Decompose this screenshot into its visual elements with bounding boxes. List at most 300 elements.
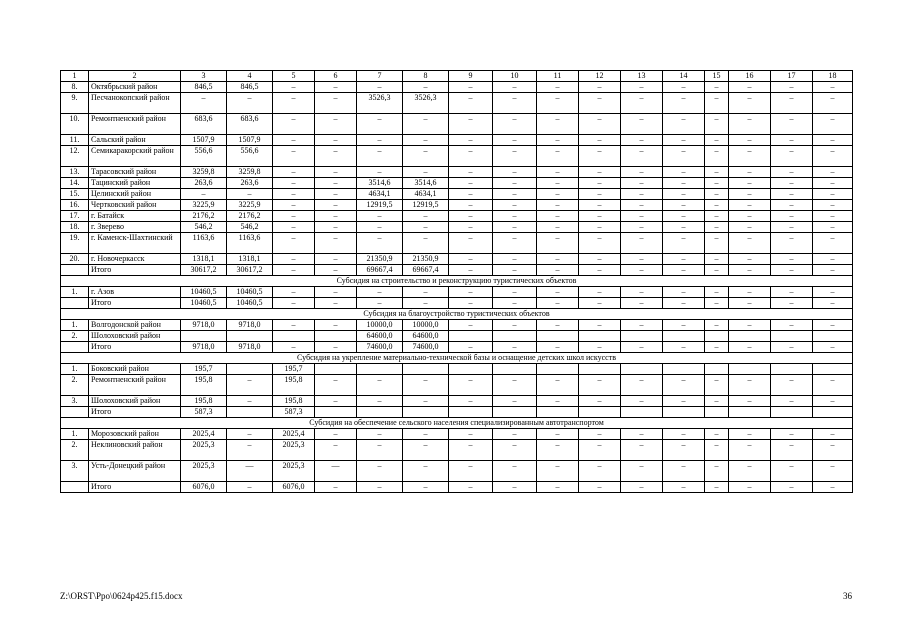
row-number: 14.	[61, 178, 89, 189]
value-cell: –	[357, 114, 403, 135]
value-cell: –	[449, 396, 493, 407]
value-cell: –	[357, 211, 403, 222]
value-cell: –	[315, 222, 357, 233]
value-cell: –	[813, 298, 853, 309]
value-cell: 10460,5	[181, 287, 227, 298]
value-cell: –	[493, 482, 537, 493]
table-row	[61, 233, 853, 254]
value-cell: 546,2	[181, 222, 227, 233]
value-cell	[493, 331, 537, 342]
value-cell: –	[449, 482, 493, 493]
value-cell	[181, 331, 227, 342]
value-cell: –	[403, 287, 449, 298]
value-cell: –	[729, 167, 771, 178]
value-cell: –	[493, 375, 537, 396]
value-cell: –	[663, 429, 705, 440]
row-number	[61, 265, 89, 276]
value-cell: –	[705, 265, 729, 276]
value-cell: –	[705, 298, 729, 309]
value-cell: –	[403, 429, 449, 440]
section-title: Субсидия на благоустройство туристических объектов	[61, 309, 853, 320]
value-cell: –	[813, 233, 853, 254]
value-cell: –	[403, 135, 449, 146]
value-cell: –	[315, 254, 357, 265]
value-cell	[579, 407, 621, 418]
value-cell: –	[357, 461, 403, 482]
district-name: Волгодонской район	[89, 320, 181, 331]
value-cell: –	[315, 178, 357, 189]
value-cell: –	[537, 114, 579, 135]
value-cell: –	[579, 375, 621, 396]
value-cell: –	[729, 146, 771, 167]
value-cell: –	[537, 167, 579, 178]
value-cell: –	[621, 342, 663, 353]
value-cell: 64600,0	[357, 331, 403, 342]
value-cell: –	[771, 320, 813, 331]
value-cell: –	[227, 396, 273, 407]
value-cell: –	[227, 482, 273, 493]
value-cell: 12919,5	[403, 200, 449, 211]
value-cell: –	[579, 461, 621, 482]
row-number: 1.	[61, 320, 89, 331]
value-cell	[813, 331, 853, 342]
value-cell: –	[273, 254, 315, 265]
file-path: Z:\ORST\Ppo\0624p425.f15.docx	[60, 591, 183, 601]
value-cell: –	[705, 320, 729, 331]
value-cell: –	[813, 375, 853, 396]
row-number	[61, 482, 89, 493]
value-cell: –	[315, 93, 357, 114]
row-number: 12.	[61, 146, 89, 167]
value-cell: –	[579, 298, 621, 309]
value-cell: –	[357, 375, 403, 396]
district-name: Целинский район	[89, 189, 181, 200]
value-cell: 3514,6	[357, 178, 403, 189]
value-cell: –	[403, 211, 449, 222]
district-name: Неклиновский район	[89, 440, 181, 461]
row-number: 9.	[61, 93, 89, 114]
value-cell: –	[449, 254, 493, 265]
column-header: 15	[705, 71, 729, 82]
value-cell: –	[315, 287, 357, 298]
value-cell	[493, 364, 537, 375]
value-cell: –	[357, 396, 403, 407]
section-header-row	[61, 276, 853, 287]
row-number: 1.	[61, 429, 89, 440]
value-cell: –	[181, 189, 227, 200]
value-cell: –	[493, 396, 537, 407]
value-cell: –	[449, 320, 493, 331]
value-cell	[227, 364, 273, 375]
value-cell: –	[579, 287, 621, 298]
district-name: г. Каменск-Шахтинский	[89, 233, 181, 254]
value-cell: –	[449, 287, 493, 298]
value-cell: –	[449, 114, 493, 135]
section-title: Субсидия на обеспечение сельского населения специализированным автотранспортом	[61, 418, 853, 429]
value-cell: –	[449, 93, 493, 114]
value-cell	[449, 407, 493, 418]
value-cell: –	[705, 375, 729, 396]
value-cell: 195,7	[181, 364, 227, 375]
value-cell: 195,8	[181, 396, 227, 407]
value-cell	[621, 331, 663, 342]
column-header: 3	[181, 71, 227, 82]
value-cell: –	[663, 167, 705, 178]
value-cell: –	[273, 178, 315, 189]
value-cell: –	[621, 375, 663, 396]
value-cell: 10460,5	[181, 298, 227, 309]
value-cell: 263,6	[181, 178, 227, 189]
district-name: г. Новочеркасск	[89, 254, 181, 265]
value-cell: –	[705, 114, 729, 135]
district-name: Боковский район	[89, 364, 181, 375]
value-cell: –	[813, 200, 853, 211]
value-cell	[729, 331, 771, 342]
value-cell: –	[705, 254, 729, 265]
value-cell	[227, 407, 273, 418]
value-cell: –	[579, 200, 621, 211]
value-cell: –	[537, 440, 579, 461]
value-cell: –	[729, 135, 771, 146]
value-cell: –	[813, 114, 853, 135]
value-cell: –	[729, 233, 771, 254]
value-cell: –	[493, 135, 537, 146]
value-cell: 74600,0	[403, 342, 449, 353]
value-cell: –	[449, 135, 493, 146]
value-cell: –	[273, 222, 315, 233]
section-header-row	[61, 353, 853, 364]
value-cell: –	[273, 298, 315, 309]
value-cell: –	[813, 167, 853, 178]
value-cell: 2025,3	[181, 461, 227, 482]
value-cell: –	[315, 200, 357, 211]
value-cell: –	[813, 93, 853, 114]
value-cell	[705, 407, 729, 418]
value-cell	[449, 331, 493, 342]
total-row	[61, 342, 853, 353]
row-number: 3.	[61, 396, 89, 407]
district-name: Ремонтненский район	[89, 375, 181, 396]
value-cell: –	[729, 200, 771, 211]
value-cell: –	[813, 189, 853, 200]
value-cell	[771, 407, 813, 418]
table-row	[61, 320, 853, 331]
value-cell: 1507,9	[227, 135, 273, 146]
section-title: Субсидия на укрепление материально-технической базы и оснащение детских школ искусств	[61, 353, 853, 364]
value-cell: 10460,5	[227, 298, 273, 309]
value-cell: –	[771, 189, 813, 200]
table-row	[61, 167, 853, 178]
value-cell: –	[579, 396, 621, 407]
value-cell: –	[273, 82, 315, 93]
table-row	[61, 189, 853, 200]
value-cell: 9718,0	[227, 320, 273, 331]
value-cell: –	[579, 82, 621, 93]
table-row	[61, 222, 853, 233]
value-cell: –	[729, 440, 771, 461]
value-cell: –	[705, 429, 729, 440]
value-cell: –	[537, 178, 579, 189]
value-cell: –	[663, 482, 705, 493]
value-cell: –	[273, 93, 315, 114]
value-cell: –	[449, 342, 493, 353]
value-cell: 556,6	[181, 146, 227, 167]
value-cell: 195,8	[181, 375, 227, 396]
district-name: Итого	[89, 265, 181, 276]
section-title: Субсидия на строительство и реконструкцию туристических объектов	[61, 276, 853, 287]
value-cell: –	[813, 178, 853, 189]
value-cell: –	[663, 298, 705, 309]
value-cell: –	[315, 342, 357, 353]
value-cell: –	[403, 167, 449, 178]
value-cell: –	[663, 254, 705, 265]
value-cell: 4634,1	[403, 189, 449, 200]
value-cell: –	[315, 375, 357, 396]
district-name: г. Азов	[89, 287, 181, 298]
value-cell: –	[273, 211, 315, 222]
budget-table	[60, 70, 853, 493]
value-cell: –	[663, 320, 705, 331]
value-cell: –	[729, 461, 771, 482]
value-cell: 3225,9	[181, 200, 227, 211]
value-cell	[579, 331, 621, 342]
value-cell: –	[621, 287, 663, 298]
value-cell: –	[537, 375, 579, 396]
value-cell: 9718,0	[181, 320, 227, 331]
value-cell: –	[663, 82, 705, 93]
row-number: 2.	[61, 440, 89, 461]
value-cell: –	[315, 396, 357, 407]
value-cell: –	[403, 222, 449, 233]
value-cell: –	[579, 265, 621, 276]
value-cell: –	[621, 265, 663, 276]
total-row	[61, 482, 853, 493]
column-header: 7	[357, 71, 403, 82]
row-number: 20.	[61, 254, 89, 265]
value-cell: –	[729, 320, 771, 331]
row-number: 2.	[61, 375, 89, 396]
value-cell: –	[621, 429, 663, 440]
value-cell: –	[537, 429, 579, 440]
value-cell: –	[493, 82, 537, 93]
value-cell: –	[621, 167, 663, 178]
row-number: 3.	[61, 461, 89, 482]
total-row	[61, 298, 853, 309]
table-row	[61, 200, 853, 211]
value-cell: 10000,0	[357, 320, 403, 331]
value-cell: –	[663, 375, 705, 396]
value-cell: 4634,1	[357, 189, 403, 200]
value-cell: –	[493, 167, 537, 178]
value-cell: –	[729, 396, 771, 407]
value-cell: –	[273, 265, 315, 276]
value-cell: –	[493, 211, 537, 222]
value-cell: –	[771, 440, 813, 461]
value-cell: –	[771, 135, 813, 146]
value-cell: –	[663, 189, 705, 200]
value-cell: –	[537, 396, 579, 407]
value-cell: –	[449, 265, 493, 276]
value-cell: –	[493, 461, 537, 482]
value-cell: –	[663, 93, 705, 114]
value-cell: –	[621, 135, 663, 146]
value-cell: 2025,3	[273, 440, 315, 461]
value-cell: –	[771, 375, 813, 396]
value-cell: –	[181, 93, 227, 114]
value-cell: –	[771, 178, 813, 189]
value-cell: –	[493, 93, 537, 114]
value-cell: –	[537, 287, 579, 298]
row-number: 11.	[61, 135, 89, 146]
value-cell: –	[729, 482, 771, 493]
value-cell: 3259,8	[181, 167, 227, 178]
value-cell: 683,6	[227, 114, 273, 135]
value-cell: –	[315, 82, 357, 93]
value-cell: –	[729, 222, 771, 233]
value-cell: –	[273, 287, 315, 298]
column-header: 18	[813, 71, 853, 82]
value-cell: –	[273, 320, 315, 331]
value-cell	[813, 364, 853, 375]
section-header-row	[61, 309, 853, 320]
value-cell: –	[493, 178, 537, 189]
header-row	[61, 71, 853, 82]
value-cell: –	[273, 342, 315, 353]
value-cell: –	[315, 211, 357, 222]
value-cell: 12919,5	[357, 200, 403, 211]
value-cell	[273, 331, 315, 342]
row-number: 15.	[61, 189, 89, 200]
value-cell: –	[403, 233, 449, 254]
value-cell: –	[705, 440, 729, 461]
value-cell: 1163,6	[227, 233, 273, 254]
value-cell: –	[403, 396, 449, 407]
value-cell: –	[729, 178, 771, 189]
district-name: Ремонтненский район	[89, 114, 181, 135]
value-cell: –	[663, 461, 705, 482]
row-number: 10.	[61, 114, 89, 135]
value-cell: –	[315, 114, 357, 135]
value-cell: –	[493, 222, 537, 233]
value-cell: –	[449, 189, 493, 200]
value-cell	[705, 364, 729, 375]
value-cell: –	[357, 167, 403, 178]
value-cell: –	[273, 146, 315, 167]
value-cell: –	[579, 146, 621, 167]
table-row	[61, 146, 853, 167]
value-cell	[771, 364, 813, 375]
district-name: Сальский район	[89, 135, 181, 146]
value-cell: –	[315, 298, 357, 309]
district-name: Тарасовский район	[89, 167, 181, 178]
value-cell: –	[771, 82, 813, 93]
value-cell: –	[705, 167, 729, 178]
value-cell: –	[449, 461, 493, 482]
value-cell: 3514,6	[403, 178, 449, 189]
value-cell	[227, 331, 273, 342]
value-cell: –	[813, 461, 853, 482]
column-header: 17	[771, 71, 813, 82]
value-cell: 10460,5	[227, 287, 273, 298]
value-cell: –	[579, 320, 621, 331]
value-cell: –	[729, 287, 771, 298]
value-cell: –	[579, 233, 621, 254]
value-cell: –	[579, 93, 621, 114]
value-cell: –	[771, 233, 813, 254]
value-cell: –	[705, 200, 729, 211]
value-cell: –	[705, 461, 729, 482]
value-cell: –	[813, 320, 853, 331]
value-cell: –	[729, 211, 771, 222]
value-cell	[315, 407, 357, 418]
value-cell: –	[621, 461, 663, 482]
value-cell	[315, 364, 357, 375]
value-cell: 546,2	[227, 222, 273, 233]
value-cell: –	[729, 342, 771, 353]
district-name: Октябрьский район	[89, 82, 181, 93]
table-row	[61, 211, 853, 222]
value-cell: –	[705, 222, 729, 233]
value-cell	[729, 407, 771, 418]
value-cell: –	[621, 440, 663, 461]
column-header: 9	[449, 71, 493, 82]
value-cell: –	[315, 265, 357, 276]
value-cell: –	[705, 342, 729, 353]
value-cell: –	[771, 93, 813, 114]
value-cell: 556,6	[227, 146, 273, 167]
value-cell: –	[449, 298, 493, 309]
value-cell: –	[663, 396, 705, 407]
value-cell: –	[579, 254, 621, 265]
value-cell	[449, 364, 493, 375]
value-cell: 683,6	[181, 114, 227, 135]
value-cell: –	[493, 320, 537, 331]
value-cell: 2176,2	[181, 211, 227, 222]
row-number: 16.	[61, 200, 89, 211]
district-name: Итого	[89, 482, 181, 493]
value-cell	[729, 364, 771, 375]
value-cell	[493, 407, 537, 418]
row-number: 18.	[61, 222, 89, 233]
value-cell: –	[771, 342, 813, 353]
district-name: г. Батайск	[89, 211, 181, 222]
value-cell: 6076,0	[181, 482, 227, 493]
column-header: 13	[621, 71, 663, 82]
district-name: г. Зверево	[89, 222, 181, 233]
value-cell: –	[621, 298, 663, 309]
value-cell: –	[579, 429, 621, 440]
column-header: 11	[537, 71, 579, 82]
column-header: 2	[89, 71, 181, 82]
value-cell: 9718,0	[181, 342, 227, 353]
value-cell: –	[403, 146, 449, 167]
value-cell: –	[493, 342, 537, 353]
column-header: 14	[663, 71, 705, 82]
value-cell: –	[705, 146, 729, 167]
value-cell: 74600,0	[357, 342, 403, 353]
value-cell: 1318,1	[181, 254, 227, 265]
value-cell: –	[771, 254, 813, 265]
value-cell: –	[813, 82, 853, 93]
value-cell: –	[663, 178, 705, 189]
row-number	[61, 342, 89, 353]
value-cell	[621, 407, 663, 418]
value-cell: –	[705, 178, 729, 189]
value-cell: –	[537, 254, 579, 265]
total-row	[61, 407, 853, 418]
value-cell: –	[621, 200, 663, 211]
value-cell: 64600,0	[403, 331, 449, 342]
